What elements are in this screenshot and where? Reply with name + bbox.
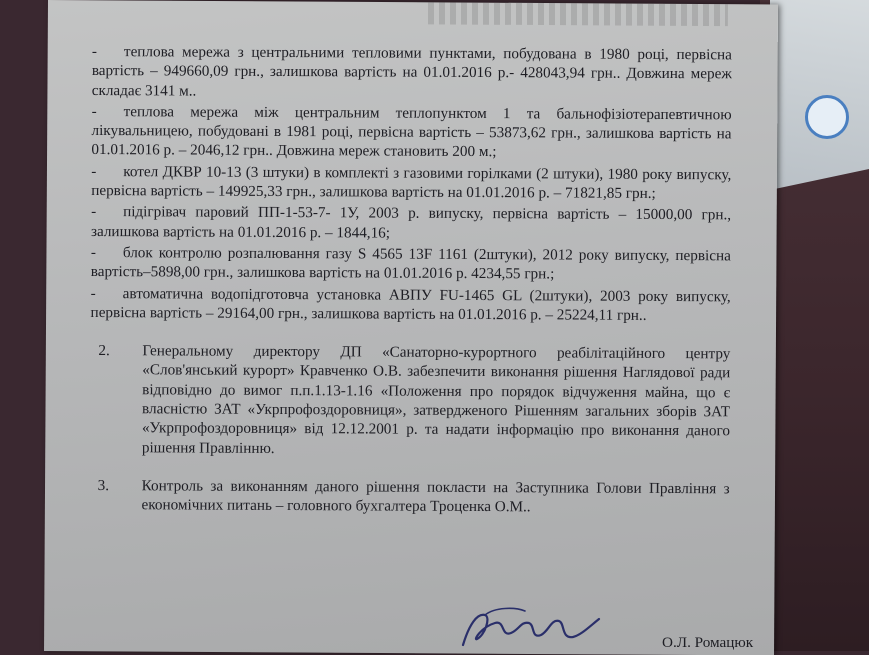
point-number: 2. bbox=[98, 342, 110, 360]
list-item bbox=[91, 202, 731, 244]
point-number: 3. bbox=[97, 476, 110, 495]
signer-name: О.Л. Ромацюк bbox=[662, 634, 754, 651]
list-item-text: автоматична водопідготовча установка АВПУ FU-1465 GL (2штуки), 2003 року випуску, первісна вартість – 29164,00 грн., залишкова вартість на 01.01.2016 р. – 25224,11 грн.. bbox=[90, 284, 731, 324]
list-item-text: котел ДКВР 10-13 (3 штуки) в комплекті з газовими горілками (2 штуки), 1980 року випуску, первісна вартість – 149925,33 грн., залишкова вартість на 01.01.2016 р. – 71821,85 грн.; bbox=[91, 162, 732, 203]
point-3 bbox=[90, 476, 730, 518]
document-body bbox=[90, 42, 732, 518]
list-item bbox=[91, 102, 731, 163]
list-marker: - bbox=[90, 284, 96, 302]
bleed-through-text bbox=[428, 2, 728, 26]
list-marker: - bbox=[90, 243, 97, 261]
list-item bbox=[91, 243, 731, 285]
list-item bbox=[91, 284, 731, 326]
list-marker: - bbox=[91, 203, 97, 221]
background-badge-icon bbox=[805, 95, 849, 139]
list-marker: - bbox=[91, 42, 98, 61]
list-marker: - bbox=[91, 162, 97, 180]
list-item bbox=[91, 162, 731, 204]
list-item-text: підігрівач паровий ПП-1-53-7- 1У, 2003 р. випуску, первісна вартість – 15000,00 грн., залишкова вартість на 01.01.2016 р. – 1844,16; bbox=[90, 203, 732, 242]
point-2 bbox=[90, 341, 731, 460]
list-item-text: теплова мережа між центральним теплопунктом 1 та бальнофізіотерапевтичною лікувальницею, побудовані в 1981 році, первісна вартість – 53873,62 грн., залишкова вартість на 01.01.2016 р. – 2046,12 грн.. Довжина мереж становить 200 м.; bbox=[91, 103, 732, 161]
point-text: Контроль за виконанням даного рішення покласти на Заступника Голови Правління з економічних питань – головного бухгалтера Троценка О.М.. bbox=[141, 477, 730, 516]
list-item bbox=[92, 42, 732, 103]
list-marker: - bbox=[91, 102, 97, 120]
list-item-text: блок контролю розпалювання газу S 4565 13F 1161 (2штуки), 2012 року випуску, первісна вартість–5898,00 грн., залишкова вартість на 01.01.2016 р. 4234,55 грн.; bbox=[90, 244, 731, 283]
point-text: Генеральному директору ДП «Санаторно-курортного реабілітаційного центру «Слов'янський курорт» Кравченко О.В. забезпечити виконання рішення Наглядової ради відповідно до вимог п.п.1.13-1.16 «Положення про порядок відчуження майна, що є власністю ЗАТ «Укрпрофоздоровниця», затвердженого Рішенням загальних зборів ЗАТ «Укрпрофоздоровниця» від 12.12.2001 р. та надати інформацію про виконання даного рішення Правлінню. bbox=[141, 342, 731, 457]
handwritten-signature bbox=[455, 605, 605, 651]
list-item-text: теплова мережа з центральними тепловими пунктами, побудована в 1980 році, первісна вартість – 949660,09 грн., залишкова вартість на 01.01.2016 р.- 428043,94 грн.. Довжина мереж складає 3141 м.. bbox=[91, 43, 732, 100]
